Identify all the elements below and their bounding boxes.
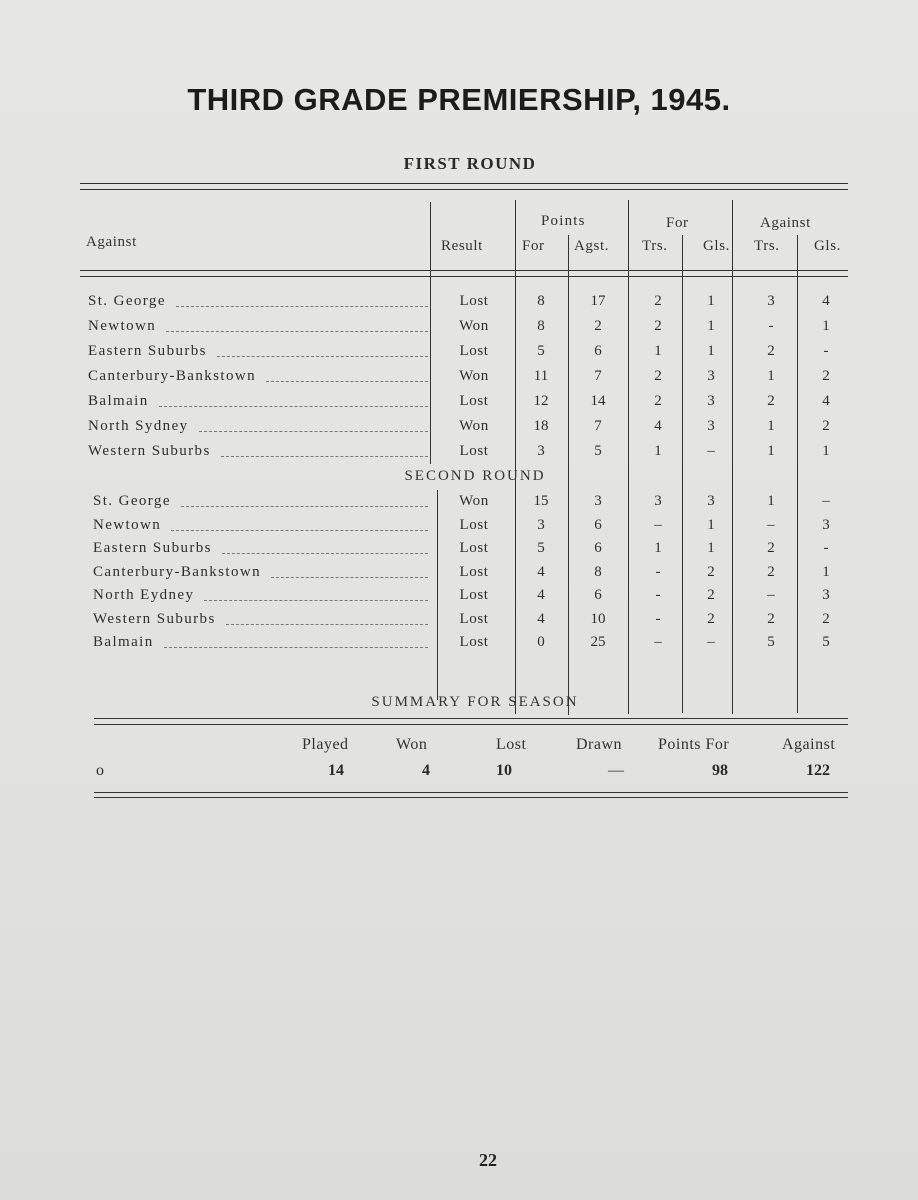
summary-drawn: — [608, 762, 624, 779]
points-against-cell: 6 [594, 516, 602, 533]
goals-for-cell: – [707, 634, 715, 650]
result-cell: Lost [459, 587, 489, 603]
header-for-trs: Trs. [642, 238, 668, 254]
result-cell: Lost [459, 610, 489, 627]
tries-against-cell: 2 [767, 610, 775, 627]
goals-for-cell: 3 [707, 393, 715, 409]
leader-dots [271, 577, 428, 578]
summary-against: 122 [806, 762, 830, 779]
tries-against-cell: 1 [767, 368, 775, 384]
leader-dots [166, 331, 428, 332]
goals-for-cell: 3 [707, 493, 715, 509]
goals-against-cell: 1 [822, 318, 830, 334]
team-name: Canterbury-Bankstown [93, 563, 261, 580]
summary-rule [94, 718, 848, 719]
top-rule-inner [80, 189, 848, 190]
summary-played-label: Played [302, 736, 349, 753]
team-name: Balmain [88, 393, 149, 409]
tries-against-cell: 2 [767, 343, 775, 359]
header-against: Against [86, 234, 137, 250]
team-name: St. George [93, 493, 171, 509]
table-row [0, 318, 918, 340]
goals-against-cell: 2 [822, 418, 830, 434]
tries-for-cell: – [654, 634, 662, 650]
result-cell: Lost [459, 563, 489, 580]
tries-against-cell: - [768, 318, 774, 334]
tries-for-cell: 2 [654, 293, 662, 309]
result-cell: Lost [459, 634, 489, 650]
team-name: Balmain [93, 634, 154, 650]
goals-for-cell: 1 [707, 343, 715, 359]
table-row [0, 343, 918, 365]
points-for-cell: 3 [537, 516, 545, 533]
header-for-group: For [666, 215, 689, 231]
team-name: Eastern Suburbs [93, 540, 212, 556]
table-row [0, 368, 918, 390]
table-row [0, 418, 918, 440]
goals-against-cell: 1 [822, 563, 830, 580]
leader-dots [176, 306, 428, 307]
page-number: 22 [479, 1150, 497, 1170]
team-name: North Sydney [88, 418, 189, 434]
result-cell: Lost [459, 343, 489, 359]
points-against-cell: 7 [594, 368, 602, 384]
points-against-cell: 10 [590, 610, 606, 627]
goals-for-cell: 3 [707, 368, 715, 384]
points-against-cell: 5 [594, 443, 602, 459]
summary-drawn-label: Drawn [576, 736, 623, 753]
points-against-cell: 8 [594, 563, 602, 580]
leader-dots [266, 381, 428, 382]
result-cell: Won [459, 493, 489, 509]
header-against-trs: Trs. [754, 238, 780, 254]
result-cell: Won [459, 418, 489, 434]
top-rule [80, 183, 848, 184]
result-cell: Lost [459, 540, 489, 556]
goals-for-cell: 1 [707, 516, 715, 533]
summary-lost-label: Lost [496, 736, 527, 753]
tries-for-cell: 2 [654, 393, 662, 409]
points-against-cell: 17 [590, 293, 606, 309]
table-row [0, 564, 918, 586]
tries-for-cell: - [655, 610, 661, 627]
second-round-heading: SECOND ROUND [404, 468, 546, 484]
points-for-cell: 18 [533, 418, 549, 434]
goals-for-cell: 2 [707, 610, 715, 627]
header-against-gls: Gls. [814, 238, 841, 254]
points-for-cell: 8 [537, 293, 545, 309]
tries-for-cell: - [655, 563, 661, 580]
leader-dots [226, 624, 428, 625]
goals-against-cell: 3 [822, 516, 830, 533]
goals-against-cell: 4 [822, 293, 830, 309]
table-row [0, 634, 918, 656]
header-points-agst: Agst. [574, 238, 610, 254]
goals-for-cell: 1 [707, 540, 715, 556]
goals-against-cell: 4 [822, 393, 830, 409]
summary-heading: SUMMARY FOR SEASON [371, 694, 579, 710]
points-against-cell: 2 [594, 318, 602, 334]
tries-for-cell: 4 [654, 418, 662, 434]
table-row [0, 493, 918, 515]
goals-against-cell: 2 [822, 610, 830, 627]
summary-points-for: 98 [712, 762, 728, 779]
leader-dots [171, 530, 428, 531]
tries-against-cell: 1 [767, 443, 775, 459]
summary-won: 4 [422, 762, 430, 779]
points-for-cell: 5 [537, 540, 545, 556]
tries-against-cell: 2 [767, 393, 775, 409]
leader-dots [199, 431, 428, 432]
points-for-cell: 15 [533, 493, 549, 509]
table-row [0, 443, 918, 465]
points-for-cell: 4 [537, 610, 545, 627]
tries-for-cell: 1 [654, 540, 662, 556]
header-against-group: Against [760, 215, 811, 231]
summary-played: 14 [328, 762, 344, 779]
points-against-cell: 6 [594, 540, 602, 556]
summary-lost: 10 [496, 762, 512, 779]
team-name: St. George [88, 293, 166, 309]
goals-against-cell: - [823, 540, 829, 556]
tries-against-cell: – [767, 516, 775, 533]
goals-against-cell: 2 [822, 368, 830, 384]
tries-for-cell: 3 [654, 493, 662, 509]
team-name: Eastern Suburbs [88, 343, 207, 359]
tries-against-cell: 1 [767, 418, 775, 434]
leader-dots [204, 600, 428, 601]
result-cell: Won [459, 318, 489, 334]
tries-for-cell: - [655, 587, 661, 603]
table-row [0, 611, 918, 633]
points-for-cell: 11 [533, 368, 549, 384]
header-for-gls: Gls. [703, 238, 730, 254]
tries-for-cell: – [654, 516, 662, 533]
points-for-cell: 0 [537, 634, 545, 650]
points-for-cell: 12 [533, 393, 549, 409]
points-for-cell: 4 [537, 587, 545, 603]
result-cell: Won [459, 368, 489, 384]
leader-dots [159, 406, 428, 407]
goals-against-cell: – [822, 493, 830, 509]
bottom-rule [94, 792, 848, 793]
leader-dots [217, 356, 428, 357]
leader-dots [221, 456, 428, 457]
team-name: Newtown [88, 318, 157, 334]
bottom-rule-inner [94, 797, 848, 798]
header-points: Points [541, 213, 586, 229]
table-row [0, 587, 918, 609]
leader-dots [181, 506, 428, 507]
header-points-for: For [522, 238, 545, 254]
result-cell: Lost [459, 393, 489, 409]
goals-against-cell: 3 [822, 587, 830, 603]
tries-against-cell: 2 [767, 540, 775, 556]
team-name: North Eydney [93, 587, 195, 603]
points-for-cell: 5 [537, 343, 545, 359]
tries-for-cell: 2 [654, 368, 662, 384]
goals-for-cell: 2 [707, 587, 715, 603]
goals-against-cell: 5 [822, 634, 830, 650]
goals-for-cell: 1 [707, 293, 715, 309]
summary-against-label: Against [782, 736, 836, 753]
tries-against-cell: 1 [767, 493, 775, 509]
page-title: THIRD GRADE PREMIERSHIP, 1945. [187, 82, 731, 117]
tries-against-cell: – [767, 587, 775, 603]
goals-for-cell: – [707, 443, 715, 459]
points-for-cell: 8 [537, 318, 545, 334]
goals-for-cell: 1 [707, 318, 715, 334]
tries-against-cell: 5 [767, 634, 775, 650]
first-round-heading: FIRST ROUND [403, 154, 537, 173]
tries-against-cell: 2 [767, 563, 775, 580]
team-name: Canterbury-Bankstown [88, 368, 256, 384]
tries-for-cell: 1 [654, 443, 662, 459]
result-cell: Lost [459, 443, 489, 459]
team-name: Western Suburbs [88, 443, 211, 459]
goals-against-cell: 1 [822, 443, 830, 459]
result-cell: Lost [459, 293, 489, 309]
tries-against-cell: 3 [767, 293, 775, 309]
table-row [0, 540, 918, 562]
points-against-cell: 3 [594, 493, 602, 509]
leader-dots [164, 647, 428, 648]
summary-row-label: o [96, 762, 104, 779]
table-row [0, 393, 918, 415]
table-row [0, 517, 918, 539]
points-against-cell: 6 [594, 343, 602, 359]
points-for-cell: 4 [537, 563, 545, 580]
result-cell: Lost [459, 516, 489, 533]
points-against-cell: 6 [594, 587, 602, 603]
tries-for-cell: 2 [654, 318, 662, 334]
goals-for-cell: 3 [707, 418, 715, 434]
points-against-cell: 25 [590, 634, 606, 650]
summary-points-for-label: Points For [658, 736, 730, 753]
leader-dots [222, 553, 428, 554]
points-for-cell: 3 [537, 443, 545, 459]
tries-for-cell: 1 [654, 343, 662, 359]
header-result: Result [441, 238, 483, 254]
points-against-cell: 7 [594, 418, 602, 434]
goals-for-cell: 2 [707, 563, 715, 580]
team-name: Newtown [93, 516, 162, 533]
points-against-cell: 14 [590, 393, 606, 409]
goals-against-cell: - [823, 343, 829, 359]
table-row [0, 293, 918, 315]
summary-won-label: Won [396, 736, 428, 753]
summary-rule-inner [94, 724, 848, 725]
team-name: Western Suburbs [93, 610, 216, 627]
